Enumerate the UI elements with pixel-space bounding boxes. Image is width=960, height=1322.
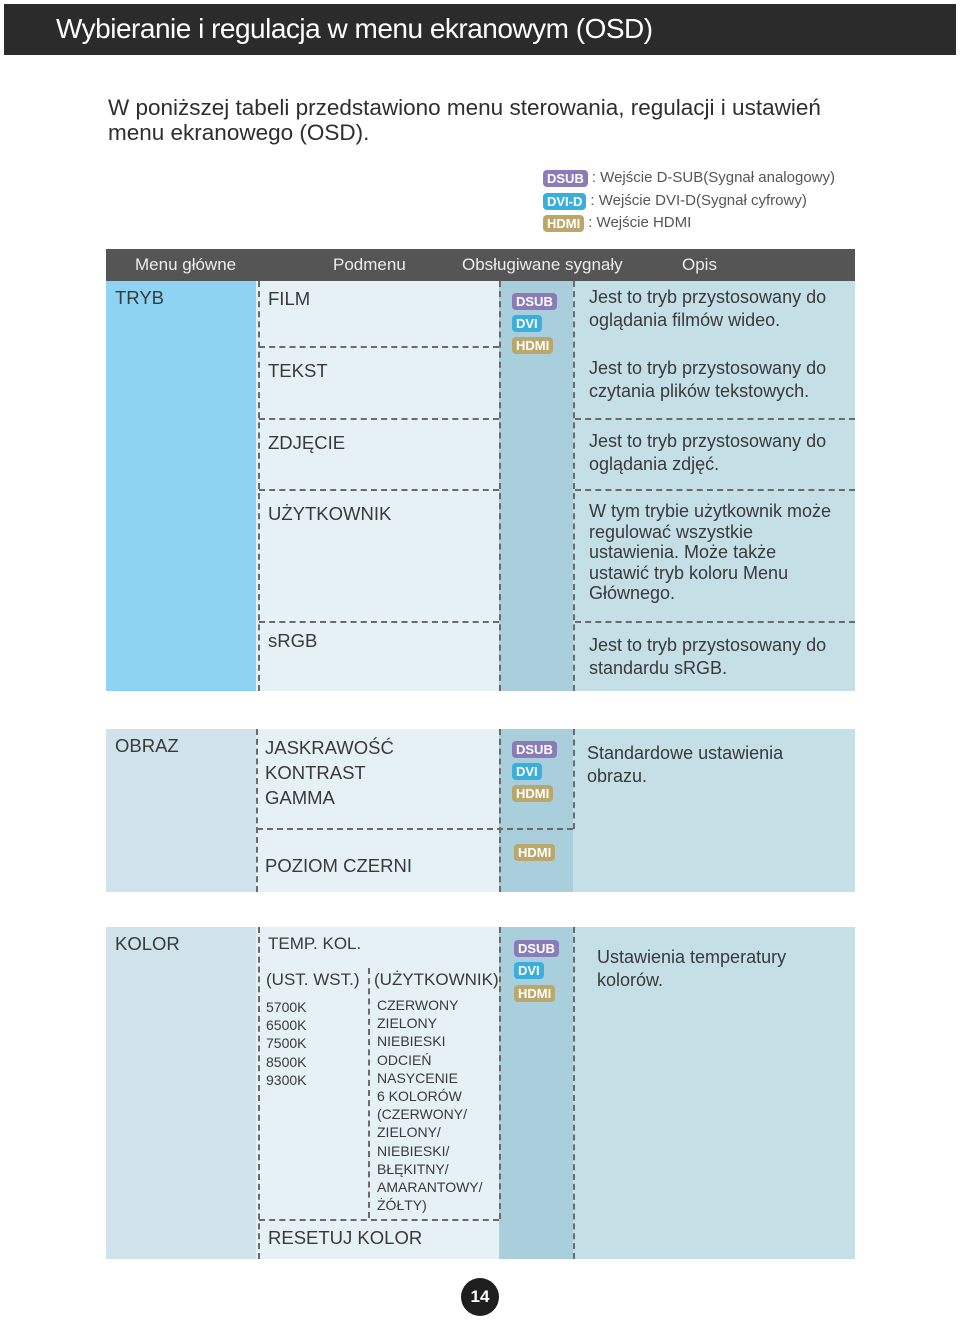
list-item: ŻÓŁTY) xyxy=(377,1197,427,1214)
desc-line: standardu sRGB. xyxy=(589,658,728,678)
preset-list xyxy=(266,998,306,1089)
dvid-badge: DVI-D xyxy=(543,193,586,210)
desc-line: ustawienia. Może także xyxy=(589,542,777,562)
desc-line: oglądania zdjęć. xyxy=(589,454,720,474)
desc-line: W tym trybie użytkownik może xyxy=(589,501,832,521)
page-header xyxy=(4,4,956,55)
badge-text: HDMI xyxy=(512,337,553,354)
desc-zdjecie xyxy=(589,430,826,476)
desc-line: Jest to tryb przystosowany do xyxy=(589,635,827,655)
desc-obraz xyxy=(587,742,783,788)
list-item: 9300K xyxy=(266,1071,307,1088)
desc-line: obrazu. xyxy=(587,766,648,786)
hdmi-badge xyxy=(512,337,553,355)
desc-line: czytania plików tekstowych. xyxy=(589,381,810,401)
list-item: 7500K xyxy=(266,1035,307,1052)
submenu-srgb: sRGB xyxy=(268,630,318,651)
submenu-tekst: TEKST xyxy=(268,360,328,381)
divider xyxy=(259,418,499,420)
hdmi-badge xyxy=(514,985,555,1003)
list-item: (CZERWONY/ xyxy=(377,1106,467,1123)
header-submenu: Podmenu xyxy=(333,255,406,274)
submenu-kontrast: KONTRAST xyxy=(265,762,366,783)
header-description: Opis xyxy=(682,255,717,274)
intro-text: W poniższej tabeli przedstawiono menu sterowania, regulacji i ustawień menu ekranowego (OSD). xyxy=(108,95,821,145)
dsub-badge xyxy=(512,293,557,311)
dvi-badge xyxy=(512,315,542,333)
desc-line: oglądania filmów wideo. xyxy=(589,310,781,330)
list-item: NIEBIESKI/ xyxy=(377,1142,450,1159)
page-title: Wybieranie i regulacja w menu ekranowym (OSD) xyxy=(56,13,653,44)
desc-line: Głównego. xyxy=(589,583,676,603)
desc-line: Jest to tryb przystosowany do xyxy=(589,287,827,307)
desc-line: kolorów. xyxy=(597,970,664,990)
dsub-badge: DSUB xyxy=(543,170,588,187)
legend-dvid xyxy=(543,191,807,211)
divider xyxy=(573,927,575,1259)
list-item: AMARANTOWY/ xyxy=(377,1179,483,1196)
tryb-label: TRYB xyxy=(115,287,165,308)
badge-text: HDMI xyxy=(512,785,553,802)
desc-film xyxy=(589,286,826,332)
badge-text: HDMI xyxy=(514,985,555,1002)
submenu-jaskrawosc: JASKRAWOŚĆ xyxy=(265,737,394,758)
legend-text: : Wejście DVI-D(Sygnał cyfrowy) xyxy=(590,192,807,209)
legend-hdmi xyxy=(543,213,691,233)
list-item: 5700K xyxy=(266,999,307,1015)
desc-tekst xyxy=(589,357,826,403)
list-item: CZERWONY xyxy=(377,997,459,1013)
obraz-submenu-list xyxy=(265,735,394,810)
submenu-uzytkownik: UŻYTKOWNIK xyxy=(268,503,392,524)
header-signals: Obsługiwane sygnały xyxy=(462,255,623,274)
list-item: NASYCENIE xyxy=(377,1069,458,1086)
desc-line: Ustawienia temperatury xyxy=(597,947,787,967)
divider xyxy=(573,281,575,691)
desc-kolor xyxy=(597,946,786,992)
divider xyxy=(258,281,260,691)
submenu-resetuj-kolor: RESETUJ KOLOR xyxy=(268,1227,423,1248)
submenu-zdjecie: ZDJĘCIE xyxy=(268,432,346,453)
dsub-badge xyxy=(514,940,559,958)
tryb-main-cell xyxy=(106,281,256,691)
user-list xyxy=(377,996,483,1214)
hdmi-badge xyxy=(514,844,555,862)
obraz-label: OBRAZ xyxy=(115,735,179,756)
divider xyxy=(259,1219,499,1221)
tryb-desc-column xyxy=(573,281,855,691)
list-item: 6500K xyxy=(266,1017,307,1034)
hdmi-badge xyxy=(512,785,553,803)
divider xyxy=(575,621,855,623)
desc-srgb xyxy=(589,634,826,680)
badge-text: DSUB xyxy=(514,940,559,957)
list-item: ODCIEŃ xyxy=(377,1051,432,1068)
divider xyxy=(499,729,501,892)
hdmi-badge: HDMI xyxy=(543,215,584,232)
kolor-label: KOLOR xyxy=(115,933,180,954)
divider xyxy=(575,489,855,491)
divider xyxy=(259,346,499,348)
legend-text: : Wejście HDMI xyxy=(588,214,692,231)
list-item: 6 KOLORÓW xyxy=(377,1088,462,1105)
preset-title: (UST. WST.) xyxy=(266,970,360,989)
divider xyxy=(256,729,258,892)
list-item: ZIELONY/ xyxy=(377,1124,441,1141)
submenu-film: FILM xyxy=(268,288,311,309)
divider xyxy=(499,281,501,691)
badge-text: DSUB xyxy=(512,293,557,310)
list-item: ZIELONY xyxy=(377,1015,437,1032)
page-number: 14 xyxy=(461,1278,499,1316)
desc-line: Jest to tryb przystosowany do xyxy=(589,358,827,378)
dvi-badge xyxy=(514,962,544,980)
divider xyxy=(368,968,370,1218)
legend-dsub xyxy=(543,168,835,188)
badge-text: HDMI xyxy=(514,844,555,861)
header-main-menu: Menu główne xyxy=(135,255,237,274)
list-item: BŁĘKITNY/ xyxy=(377,1160,449,1177)
desc-line: ustawić tryb koloru Menu xyxy=(589,562,789,583)
divider xyxy=(573,729,575,829)
desc-line: regulować wszystkie xyxy=(589,521,754,542)
submenu-poziom-czerni: POZIOM CZERNI xyxy=(265,855,412,876)
user-title: (UŻYTKOWNIK) xyxy=(374,970,499,989)
submenu-gamma: GAMMA xyxy=(265,787,335,808)
divider xyxy=(259,621,499,623)
list-item: NIEBIESKI xyxy=(377,1033,446,1050)
submenu-temp-kol: TEMP. KOL. xyxy=(268,934,362,953)
divider xyxy=(259,489,499,491)
dsub-badge xyxy=(512,741,557,759)
divider xyxy=(575,418,855,420)
desc-line: Jest to tryb przystosowany do xyxy=(589,431,827,451)
dvi-badge xyxy=(512,763,542,781)
desc-line: Standardowe ustawienia xyxy=(587,743,784,763)
badge-text: DVI xyxy=(514,962,544,979)
badge-text: DSUB xyxy=(512,741,557,758)
divider xyxy=(258,927,260,1259)
badge-text: DVI xyxy=(512,315,542,332)
desc-uzytkownik xyxy=(589,501,831,604)
list-item: 8500K xyxy=(266,1053,307,1070)
divider xyxy=(257,828,573,830)
badge-text: DVI xyxy=(512,763,542,780)
table-header xyxy=(106,249,855,281)
divider xyxy=(499,927,501,1219)
legend-text: : Wejście D-SUB(Sygnał analogowy) xyxy=(591,169,835,186)
kolor-main-cell xyxy=(106,927,256,1259)
